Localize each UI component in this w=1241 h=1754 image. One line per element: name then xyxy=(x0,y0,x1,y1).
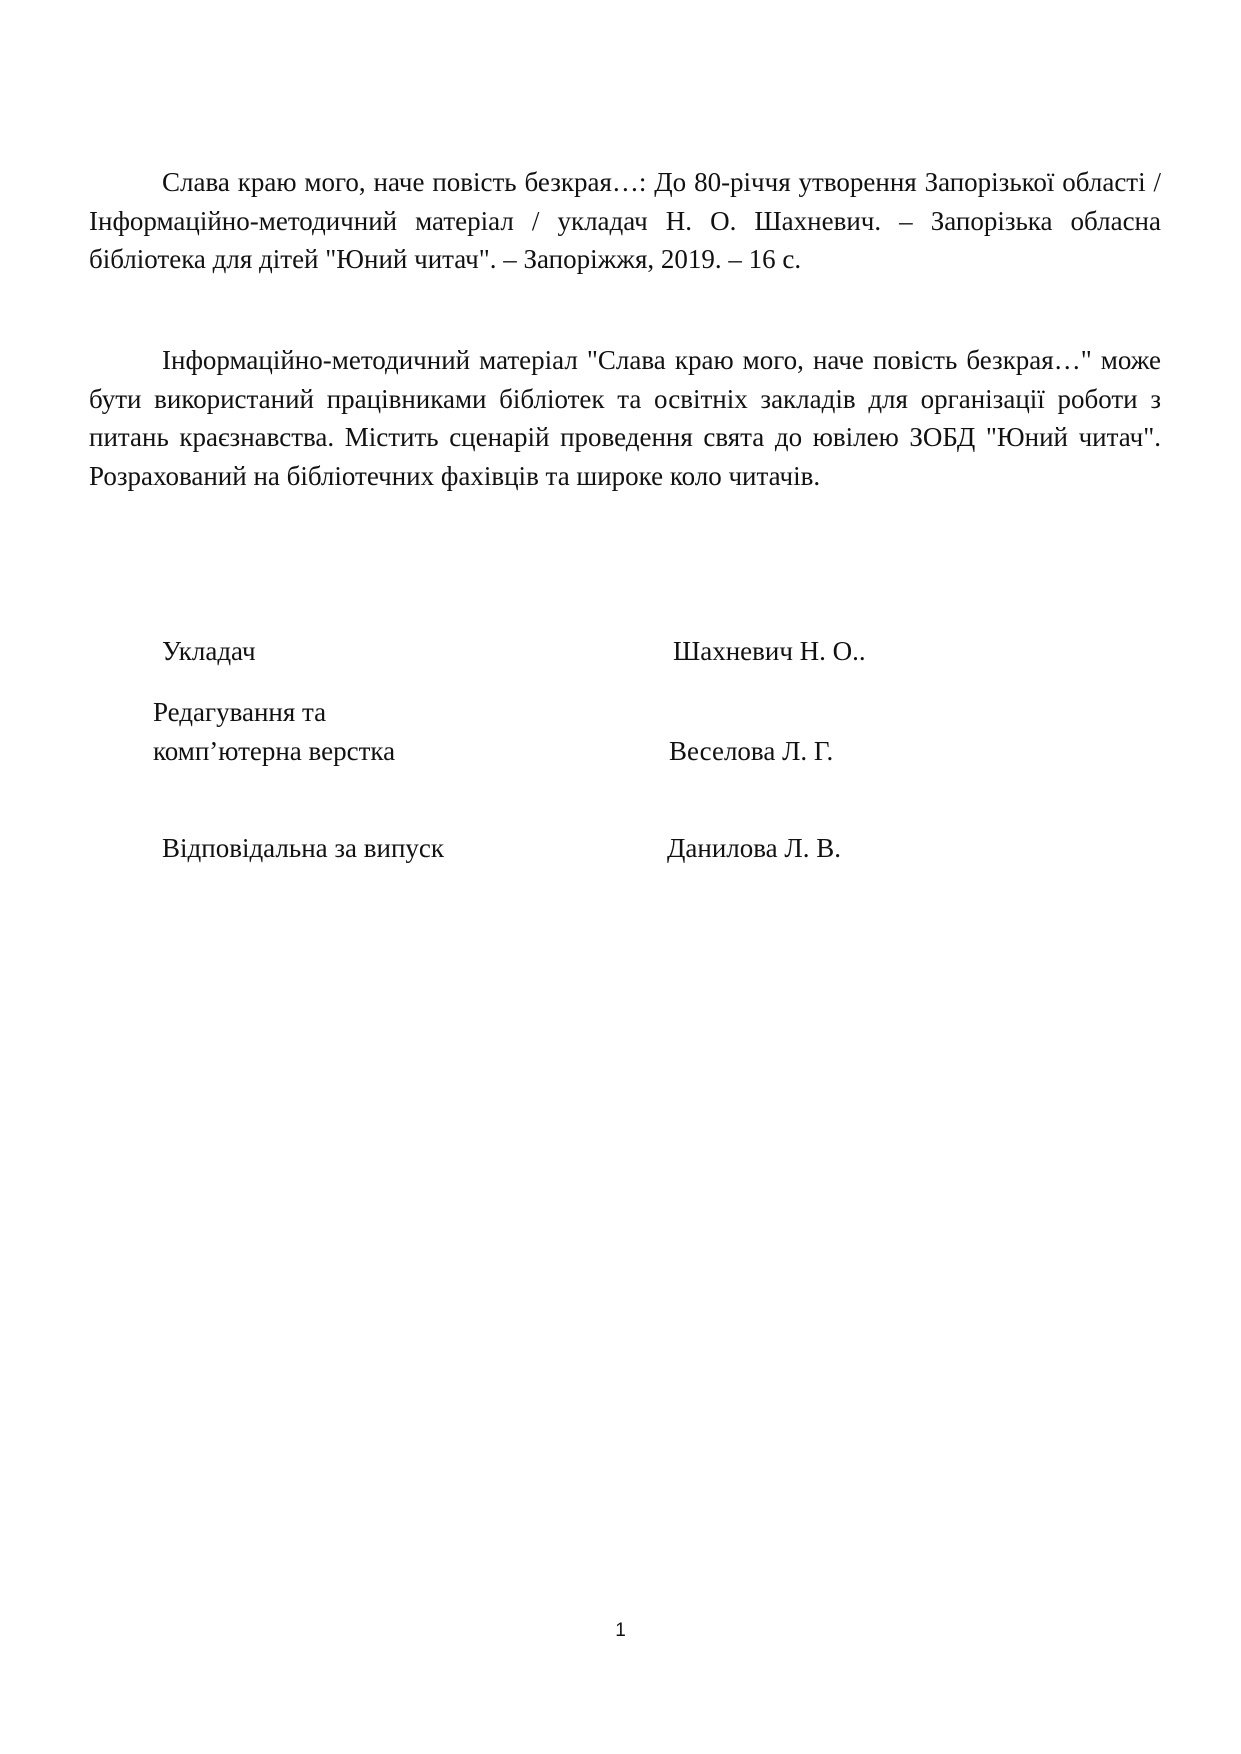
responsible-label: Відповідальна за випуск xyxy=(162,833,445,863)
compiler-name: Шахневич Н. О.. xyxy=(673,636,866,666)
responsible-name: Данилова Л. В. xyxy=(667,833,841,863)
bibliographic-record: Слава краю мого, наче повість безкрая…: До 80-річчя утворення Запорізької області / Інформаційно-методичний матеріал / укладач Н. О. Шахневич. – Запорізька обласна бібліотека для дітей "Юний читач". – Запоріжжя, 2019. – 16 с. xyxy=(89,167,1161,274)
editor-name: Веселова Л. Г. xyxy=(669,736,834,766)
editing-label-line-1: Редагування та xyxy=(153,697,327,727)
page-number: 1 xyxy=(615,1620,626,1641)
annotation-paragraph: Інформаційно-методичний матеріал "Слава краю мого, наче повість безкрая…" може бути використаний працівниками бібліотек та освітніх закладів для організації роботи з питань краєзнавства. Містить сценарій проведення свята до ювілею ЗОБД "Юний читач". Розрахований на бібліотечних фахівців та широке коло читачів. xyxy=(89,345,1161,491)
editing-label xyxy=(153,693,395,770)
compiler-label: Укладач xyxy=(162,636,256,666)
editing-label-line-2: комп’ютерна верстка xyxy=(153,735,396,766)
